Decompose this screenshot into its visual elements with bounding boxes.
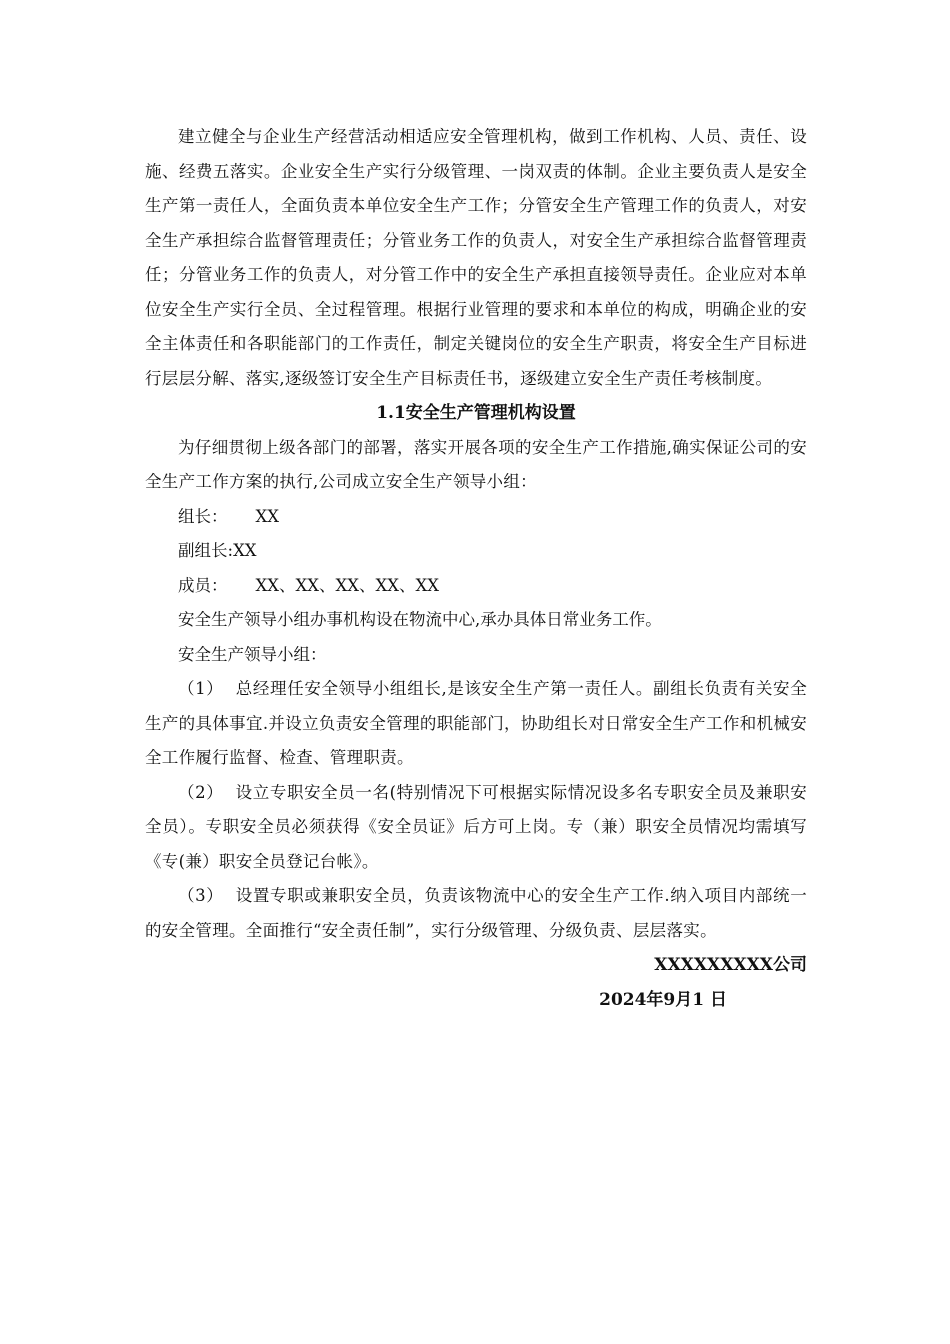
list-item-number: （1） xyxy=(178,679,224,698)
members-value: XX、XX、XX、XX、XX xyxy=(255,575,439,595)
leader-label: 组长： xyxy=(178,506,228,526)
deputy-value: XX xyxy=(233,541,257,560)
list-item-number: （2） xyxy=(178,782,224,802)
members-line xyxy=(145,569,807,604)
list-item-text: 设立专职安全员一名(特别情况下可根据实际情况设多名专职安全员及兼职安全员）。专职安全员必须获得《安全员证》后方可上岗。专（兼）职安全员情况均需填写《专(兼）职安全员登记台帐》。 xyxy=(145,782,807,871)
document-page xyxy=(145,120,807,1017)
section-heading: 1.1安全生产管理机构设置 xyxy=(376,403,576,423)
deputy-line xyxy=(145,534,807,569)
list-item-number: （3） xyxy=(178,886,224,905)
members-label: 成员： xyxy=(178,575,228,595)
leader-value: XX xyxy=(255,506,279,526)
section-intro-paragraph: 为仔细贯彻上级各部门的部署，落实开展各项的安全生产工作措施,确实保证公司的安全生产工作方案的执行,公司成立安全生产领导小组： xyxy=(145,437,807,491)
intro-paragraph: 建立健全与企业生产经营活动相适应安全管理机构，做到工作机构、人员、责任、设施、经费五落实。企业安全生产实行分级管理、一岗双责的体制。企业主要负责人是安全生产第一责任人，全面负责本单位安全生产工作；分管安全生产管理工作的负责人，对安全生产承担综合监督管理责任；分管业务工作的负责人，对安全生产承担综合监督管理责任；分管业务工作的负责人，对分管工作中的安全生产承担直接领导责任。企业应对本单位安全生产实行全员、全过程管理。根据行业管理的要求和本单位的构成，明确企业的安全主体责任和各职能部门的工作责任，制定关键岗位的安全生产职责，将安全生产目标进行层层分解、落实,逐级签订安全生产目标责任书，逐级建立安全生产责任考核制度。 xyxy=(145,127,807,388)
signature-company: XXXXXXXXX公司 xyxy=(654,955,807,975)
leader-line xyxy=(145,500,807,535)
group-label-line: 安全生产领导小组： xyxy=(178,644,327,664)
list-item xyxy=(145,879,807,948)
office-line: 安全生产领导小组办事机构设在物流中心,承办具体日常业务工作。 xyxy=(178,610,662,629)
list-item xyxy=(145,672,807,776)
signature-date: 2024年9月1 日 xyxy=(599,989,727,1010)
list-item xyxy=(145,776,807,880)
list-item-text: 设置专职或兼职安全员，负责该物流中心的安全生产工作.纳入项目内部统一的安全管理。全面推行“安全责任制”，实行分级管理、分级负责、层层落实。 xyxy=(145,886,807,940)
deputy-label: 副组长: xyxy=(178,541,234,560)
list-item-text: 总经理任安全领导小组组长,是该安全生产第一责任人。副组长负责有关安全生产的具体事宜.并设立负责安全管理的职能部门，协助组长对日常安全生产工作和机械安全工作履行监督、检查、管理职责。 xyxy=(145,679,807,767)
